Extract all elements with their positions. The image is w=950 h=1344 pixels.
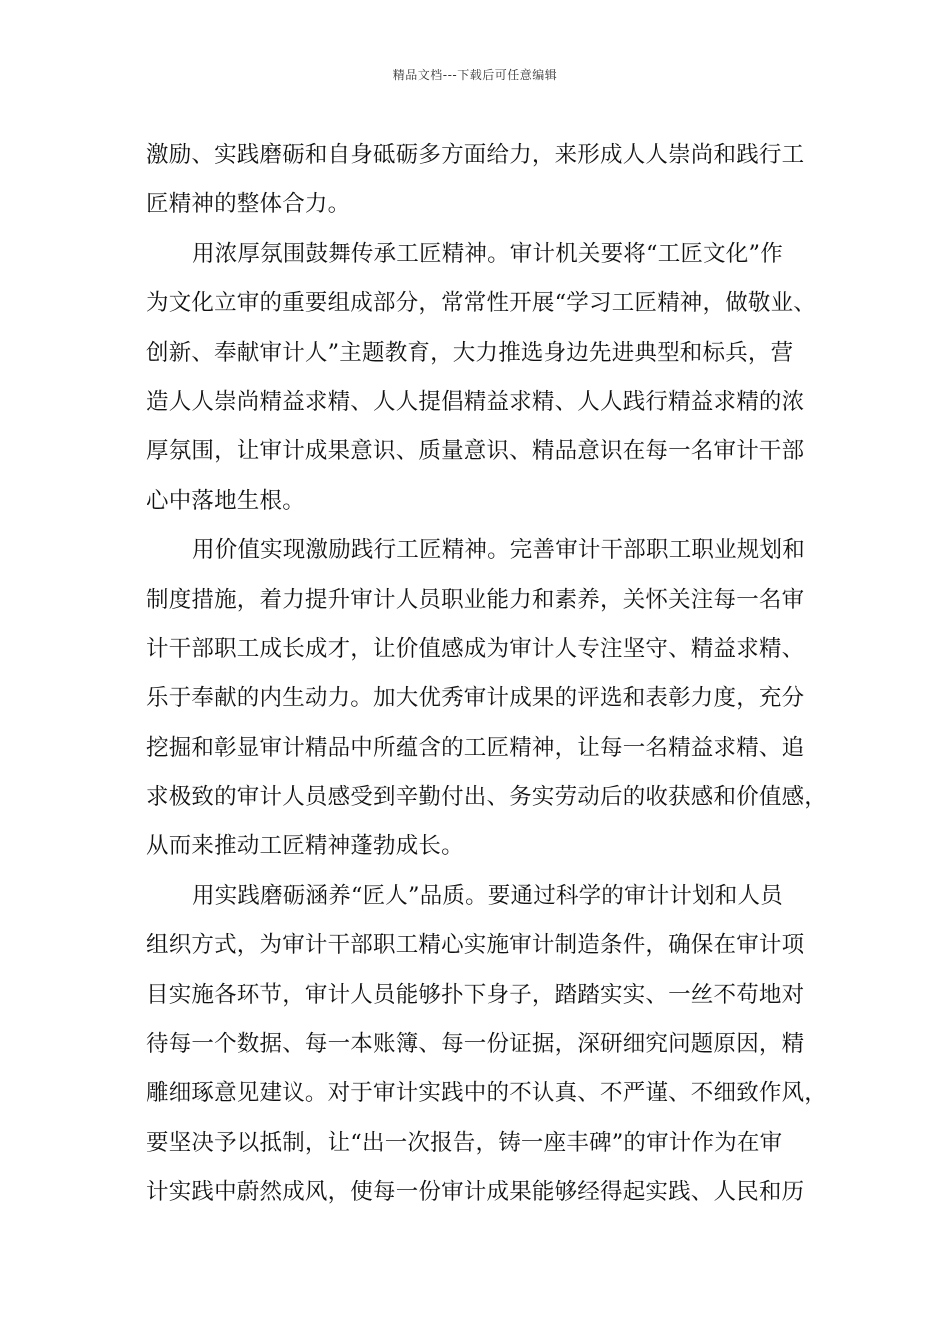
text-line: 激励、实践磨砺和自身砥砺多方面给力，来形成人人崇尚和践行工 [146, 142, 805, 168]
text-line: 挖掘和彰显审计精品中所蕴含的工匠精神，让每一名精益求精、追 [146, 734, 805, 761]
text-line: 待每一个数据、每一本账簿、每一份证据，深研细究问题原因，精 [146, 1031, 805, 1058]
text-line: 目实施各环节，审计人员能够扑下身子，踏踏实实、一丝不苟地对 [146, 981, 805, 1008]
text-line: 心中落地生根。 [146, 487, 305, 514]
text-line: 计实践中蔚然成风，使每一份审计成果能够经得起实践、人民和历 [146, 1179, 805, 1206]
paragraph-start-line: 用实践磨砺涵养“匠人”品质。要通过科学的审计计划和人员 [192, 882, 783, 909]
text-line: 从而来推动工匠精神蓬勃成长。 [146, 833, 464, 860]
text-line: 厚氛围，让审计成果意识、质量意识、精品意识在每一名审计干部 [146, 438, 805, 465]
paragraph-start-line: 用浓厚氛围鼓舞传承工匠精神。审计机关要将“工匠文化”作 [192, 240, 783, 267]
paragraph-start-line: 用价值实现激励践行工匠精神。完善审计干部职工职业规划和 [192, 537, 805, 564]
text-line: 要坚决予以抵制，让“出一次报告，铸一座丰碑”的审计作为在审 [146, 1129, 783, 1156]
text-line: 求极致的审计人员感受到辛勤付出、务实劳动后的收获感和价值感， [146, 784, 828, 811]
text-line: 造人人崇尚精益求精、人人提倡精益求精、人人践行精益求精的浓 [146, 388, 805, 415]
text-line: 匠精神的整体合力。 [146, 191, 351, 218]
text-line: 乐于奉献的内生动力。加大优秀审计成果的评选和表彰力度，充分 [146, 685, 805, 712]
text-line: 创新、奉献审计人”主题教育，大力推选身边先进典型和标兵，营 [146, 339, 794, 366]
text-line: 为文化立审的重要组成部分，常常性开展“学习工匠精神，做敬业、 [146, 290, 817, 317]
text-line: 制度措施，着力提升审计人员职业能力和素养，关怀关注每一名审 [146, 586, 805, 613]
document-body [146, 131, 836, 1218]
text-line: 雕细琢意见建议。对于审计实践中的不认真、不严谨、不细致作风， [146, 1080, 828, 1107]
text-line: 计干部职工成长成才，让价值感成为审计人专注坚守、精益求精、 [146, 635, 805, 662]
page-header: 精品文档---下载后可任意编辑 [392, 68, 558, 82]
text-line: 组织方式，为审计干部职工精心实施审计制造条件，确保在审计项 [146, 932, 805, 959]
